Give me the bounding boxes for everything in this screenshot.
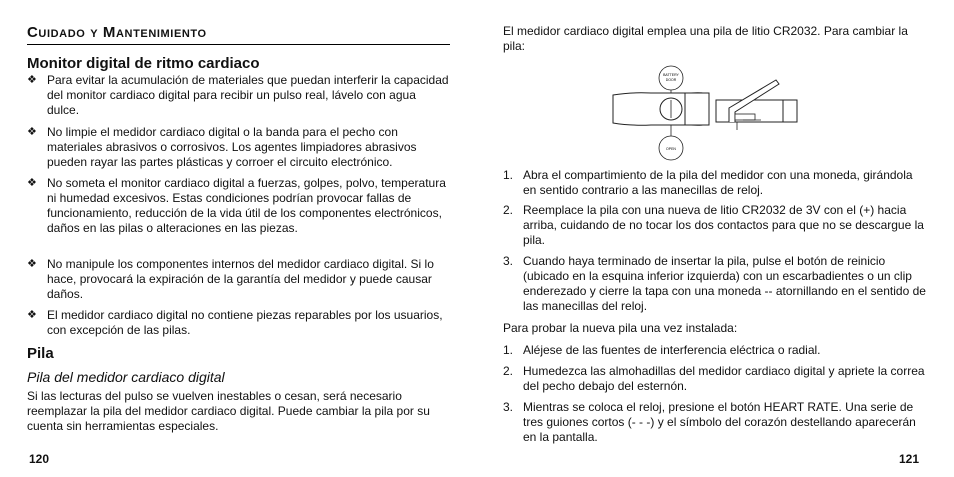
test-step-item [503, 343, 927, 358]
paragraph: Si las lecturas del pulso se vuelven inestables o cesan, será necesario reemplazar la pila del medidor cardiaco digital. Puede cambiar la pila por su cuenta sin herramientas especiales. [27, 389, 430, 433]
step-text: Mientras se coloca el reloj, presione el botón HEART RATE. Una serie de tres guiones cortos (- - -) y el símbolo del corazón destellando aparecerán en la pantalla. [523, 400, 916, 444]
bullet-text: El medidor cardiaco digital no contiene piezas reparables por los usuarios, con excepción de las pilas. [47, 308, 443, 337]
bullet-item [27, 176, 450, 236]
bullet-text: Para evitar la acumulación de materiales que puedan interferir la capacidad del monitor cardiaco digital para recibir un pulso real, lávelo con agua dulce. [47, 73, 449, 117]
svg-text:BATTERY: BATTERY [663, 73, 679, 77]
test-step-item [503, 364, 927, 394]
bullet-mark: ❖ [27, 177, 37, 189]
step-item [503, 254, 927, 314]
transmitter-icon [613, 93, 709, 126]
coin-insertion-icon [716, 80, 797, 130]
bullet-text: No limpie el medidor cardiaco digital o la banda para el pecho con materiales abrasivos o corrosivos. Los agentes limpiadores abrasivos pueden rayar las partes plásticas y corroer el circuito electrónico. [47, 125, 417, 169]
bullet-mark: ❖ [27, 309, 37, 321]
bullet-mark: ❖ [27, 258, 37, 270]
step-text: Aléjese de las fuentes de interferencia eléctrica o radial. [523, 343, 821, 357]
bullet-item [27, 257, 450, 302]
bullet-text: No manipule los componentes internos del medidor cardiaco digital. Si lo hace, provocará la expiración de la garantía del medidor y puede causar daños. [47, 257, 434, 301]
page-title: Cuidado y Mantenimiento [27, 24, 207, 41]
step-number: 2. [503, 203, 514, 217]
bullet-mark: ❖ [27, 126, 37, 138]
svg-text:OPEN: OPEN [666, 147, 676, 151]
section-heading-pila: Pila [27, 345, 54, 362]
battery-diagram [611, 64, 801, 164]
step-item [503, 168, 927, 198]
step-number: 2. [503, 364, 514, 378]
bullet-mark: ❖ [27, 74, 37, 86]
title-rule [27, 44, 450, 45]
bullet-item [27, 125, 450, 170]
test-step-item [503, 400, 927, 445]
svg-text:DOOR: DOOR [665, 78, 677, 82]
subsection-heading: Pila del medidor cardiaco digital [27, 369, 225, 385]
step-number: 1. [503, 168, 514, 182]
section-heading-monitor: Monitor digital de ritmo cardiaco [27, 55, 260, 72]
step-text: Reemplace la pila con una nueva de litio CR2032 de 3V con el (+) hacia arriba, cuidando de no tocar los dos contactos para que no se descargue la pila. [523, 203, 924, 247]
test-intro: Para probar la nueva pila una vez instalada: [503, 321, 738, 335]
open-coin-icon [659, 125, 683, 160]
battery-door-coin-icon [659, 66, 683, 95]
page-number: 120 [29, 452, 50, 466]
step-text: Humedezca las almohadillas del medidor cardiaco digital y apriete la correa del pecho debajo del esternón. [523, 364, 925, 393]
page-number: 121 [899, 452, 920, 466]
step-number: 1. [503, 343, 514, 357]
step-item [503, 203, 927, 248]
step-number: 3. [503, 400, 514, 414]
step-text: Cuando haya terminado de insertar la pila, pulse el botón de reinicio (ubicado en la esquina inferior izquierda) con un escarbadientes o un clip enderezado y cierre la tapa con una moneda -- atornillando en el sentido de las manecillas del reloj. [523, 254, 926, 313]
bullet-text: No someta el monitor cardiaco digital a fuerzas, golpes, polvo, temperatura ni humedad excesivos. Estas condiciones podrían provocar fallas de funcionamiento, reducción de la vida útil de los componentes electrónicos, daños en las pilas o alteraciones en las piezas. [47, 176, 446, 235]
step-text: Abra el compartimiento de la pila del medidor con una moneda, girándola en sentido contrario a las manecillas de reloj. [523, 168, 913, 197]
bullet-item [27, 308, 450, 338]
step-number: 3. [503, 254, 514, 268]
intro-paragraph: El medidor cardiaco digital emplea una pila de litio CR2032. Para cambiar la pila: [503, 24, 908, 53]
bullet-item [27, 73, 450, 118]
